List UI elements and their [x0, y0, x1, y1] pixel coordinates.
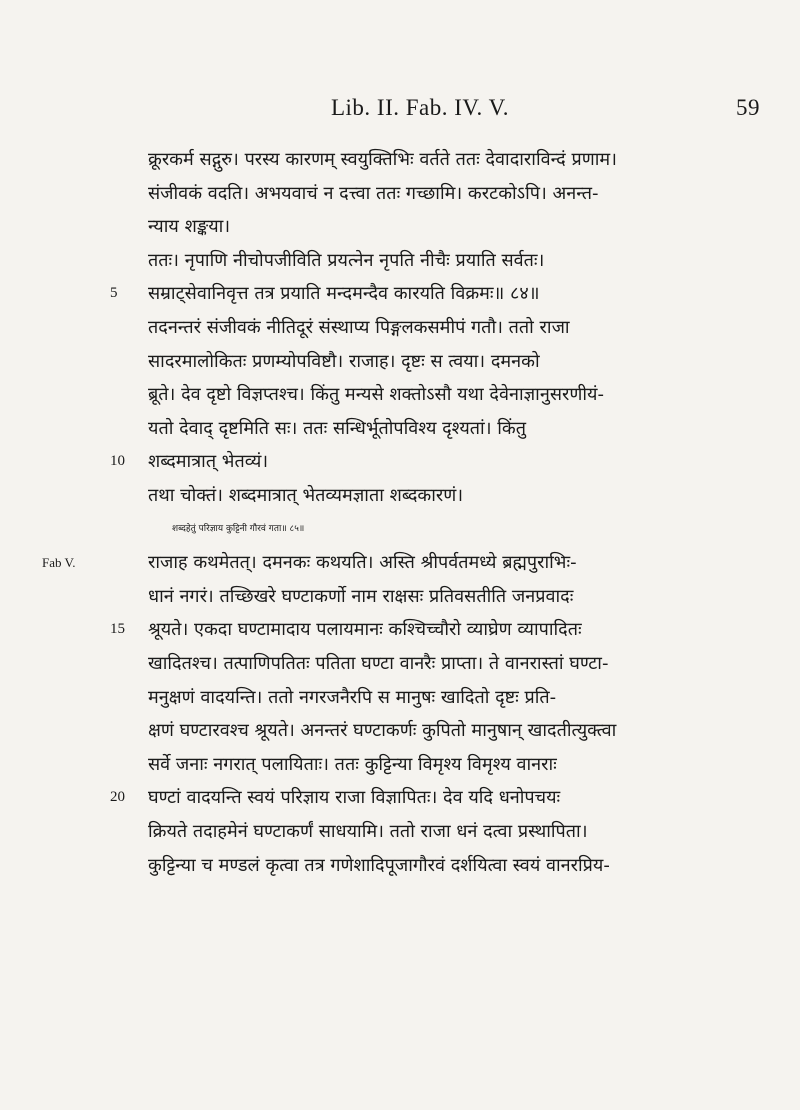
- line-number: 5: [110, 285, 118, 302]
- text-line: शब्दहेतुं परिज्ञाय कुट्टिनी गौरवं गता॥ ८५॥: [172, 523, 305, 534]
- text-line: मनुक्षणं वादयन्ति। ततो नगरजनैरपि स मानुषः खादितो दृष्टः प्रति-: [148, 686, 557, 708]
- line-number: 20: [110, 789, 125, 806]
- running-title: Lib. II. Fab. IV. V.: [330, 95, 510, 120]
- text-line: घण्टां वादयन्ति स्वयं परिज्ञाय राजा विज्ञापितः। देव यदि धनोपचयः: [148, 787, 561, 809]
- text-line: तदनन्तरं संजीवकं नीतिदूरं संस्थाप्य पिङ्गलकसमीपं गतौ। ततो राजा: [148, 317, 570, 338]
- text-line: ब्रूते। देव दृष्टो विज्ञप्तश्च। किंतु मन्यसे शक्तोऽसौ यथा देवेनाज्ञानुसरणीयं-: [148, 384, 604, 406]
- text-line: संजीवकं वदति। अभयवाचं न दत्त्वा ततः गच्छामि। करटकोऽपि। अनन्त-: [148, 182, 599, 204]
- text-line: कुट्टिन्या च मण्डलं कृत्वा तत्र गणेशादिपूजागौरवं दर्शयित्वा स्वयं वानरप्रिय-: [148, 854, 610, 876]
- text-line: ततः। नृपाणि नीचोपजीविति प्रयत्नेन नृपति नीचैः प्रयाति सर्वतः।: [148, 249, 545, 271]
- text-line: क्रूरकर्म सद्गुरु। परस्य कारणम् स्वयुक्तिभिः वर्तते ततः देवादाराविन्दं प्रणाम।: [148, 149, 617, 170]
- text-line: क्रियते तदाहमेनं घण्टाकर्णं साधयामि। ततो राजा धनं दत्वा प्रस्थापिता।: [148, 821, 588, 842]
- text-line: सर्वे जनाः नगरात् पलायिताः। ततः कुट्टिन्या विमृश्य विमृश्य वानराः: [148, 753, 557, 775]
- text-line: सादरमालोकितः प्रणम्योपविष्टौ। राजाह। दृष्टः स त्वया। दमनको: [148, 350, 540, 372]
- text-line: खादितश्च। तत्पाणिपतितः पतिता घण्टा वानरैः प्राप्ता। ते वानरास्तां घण्टा-: [148, 653, 609, 674]
- text-line: राजाह कथमेतत्। दमनकः कथयति। अस्ति श्रीपर्वतमध्ये ब्रह्मपुराभिः-: [148, 552, 577, 574]
- text-line: श्रूयते। एकदा घण्टामादाय पलायमानः कश्चिच्चौरो व्याघ्रेण व्यापादितः: [148, 619, 582, 641]
- line-number: 15: [110, 621, 125, 638]
- text-line: क्षणं घण्टारवश्च श्रूयते। अनन्तरं घण्टाकर्णः कुपितो मानुषान् खादतीत्युक्त्वा: [148, 720, 617, 742]
- page-number: 59: [736, 95, 760, 120]
- text-line: तथा चोक्तं। शब्दमात्रात् भेतव्यमज्ञाता शब्दकारणं।: [148, 485, 464, 506]
- text-line: शब्दमात्रात् भेतव्यं।: [148, 451, 269, 473]
- text-line: धानं नगरं। तच्छिखरे घण्टाकर्णो नाम राक्षसः प्रतिवसतीति जनप्रवादः: [148, 585, 574, 607]
- text-line: सम्राट्सेवानिवृत्त तत्र प्रयाति मन्दमन्दैव कारयति विक्रमः॥ ८४॥: [148, 283, 540, 305]
- line-number: 10: [110, 453, 125, 470]
- text-line: यतो देवाद् दृष्टमिति सः। ततः सन्धिर्भूतोपविश्य दृश्यतां। किंतु: [148, 417, 526, 439]
- text-line: न्याय शङ्कया।: [148, 216, 231, 238]
- side-label: Fab V.: [42, 555, 76, 571]
